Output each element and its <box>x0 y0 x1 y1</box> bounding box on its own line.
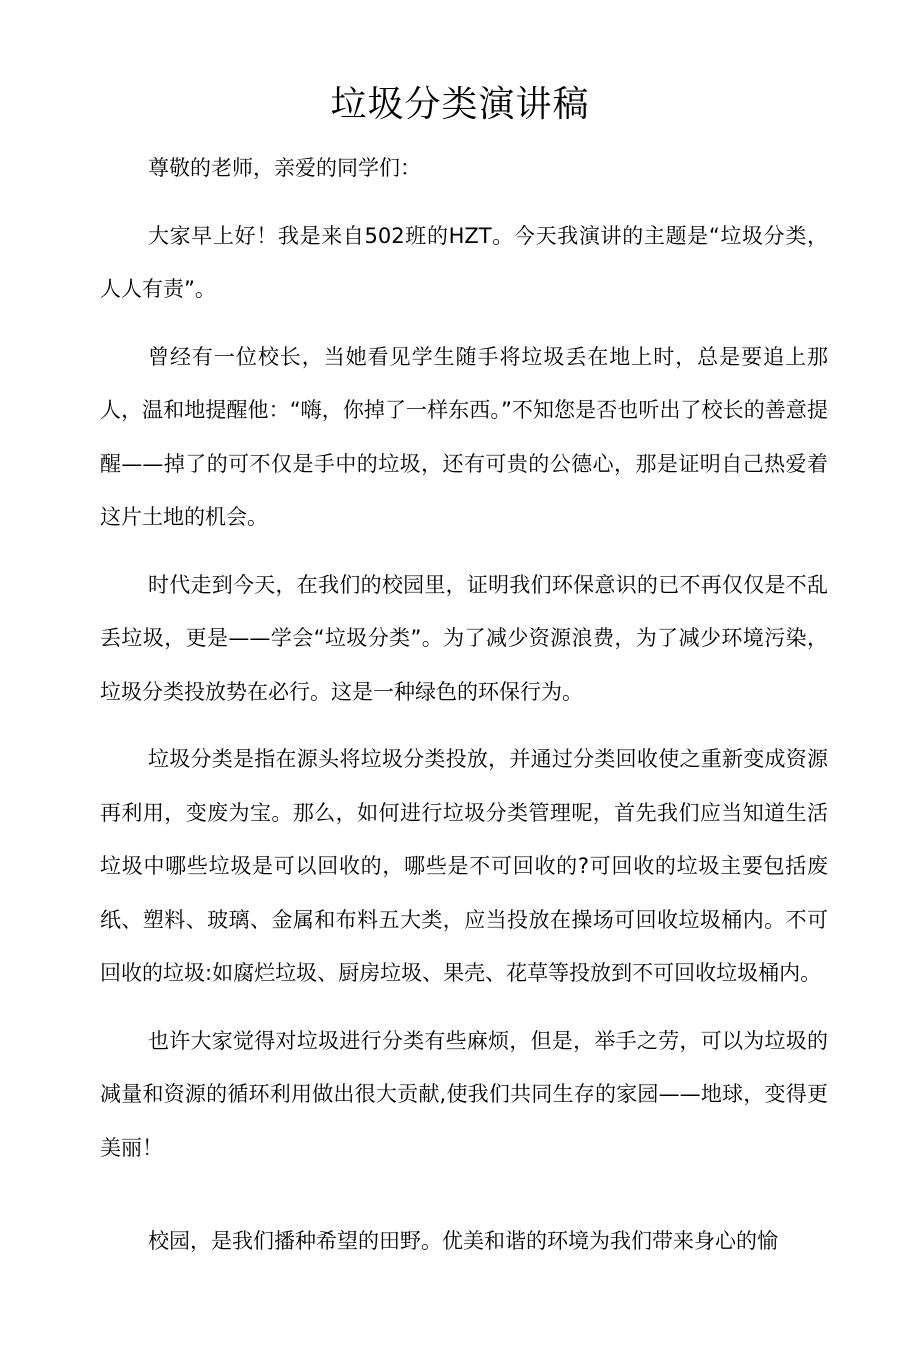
campus-paragraph: 校园，是我们播种希望的田野。优美和谐的环境为我们带来身心的愉 <box>148 1229 778 1253</box>
campus-awareness-paragraph: 时代走到今天，在我们的校园里，证明我们环保意识的已不再仅仅是不乱丢垃圾，更是——学会“垃圾分类”。为了减少资源浪费，为了减少环境污染，垃圾分类投放势在必行。这是一种绿色的环保行为。 <box>100 572 828 704</box>
call-to-action-paragraph: 也许大家觉得对垃圾进行分类有些麻烦，但是，举手之劳，可以为垃圾的减量和资源的循环利用做出很大贡献,使我们共同生存的家园——地球，变得更美丽！ <box>100 1028 828 1160</box>
document-body <box>100 142 828 1269</box>
greeting-paragraph: 尊敬的老师，亲爱的同学们： <box>148 156 421 180</box>
anecdote-paragraph: 曾经有一位校长，当她看见学生随手将垃圾丢在地上时，总是要追上那人，温和地提醒他：“嗨，你掉了一样东西。”不知您是否也听出了校长的善意提醒——掉了的可不仅是手中的垃圾，还有可贵的公德心，那是证明自己热爱着这片土地的机会。 <box>100 344 828 529</box>
classification-definition-paragraph: 垃圾分类是指在源头将垃圾分类投放，并通过分类回收使之重新变成资源再利用，变废为宝。那么，如何进行垃圾分类管理呢，首先我们应当知道生活垃圾中哪些垃圾是可以回收的，哪些是不可回收的?可回收的垃圾主要包括废纸、塑料、玻璃、金属和布料五大类，应当投放在操场可回收垃圾桶内。不可回收的垃圾:如腐烂垃圾、厨房垃圾、果壳、花草等投放到不可回收垃圾桶内。 <box>100 747 828 985</box>
document-title: 垃圾分类演讲稿 <box>330 84 590 125</box>
intro-paragraph: 大家早上好！我是来自502班的HZT。今天我演讲的主题是“垃圾分类，人人有责”。 <box>100 223 828 301</box>
